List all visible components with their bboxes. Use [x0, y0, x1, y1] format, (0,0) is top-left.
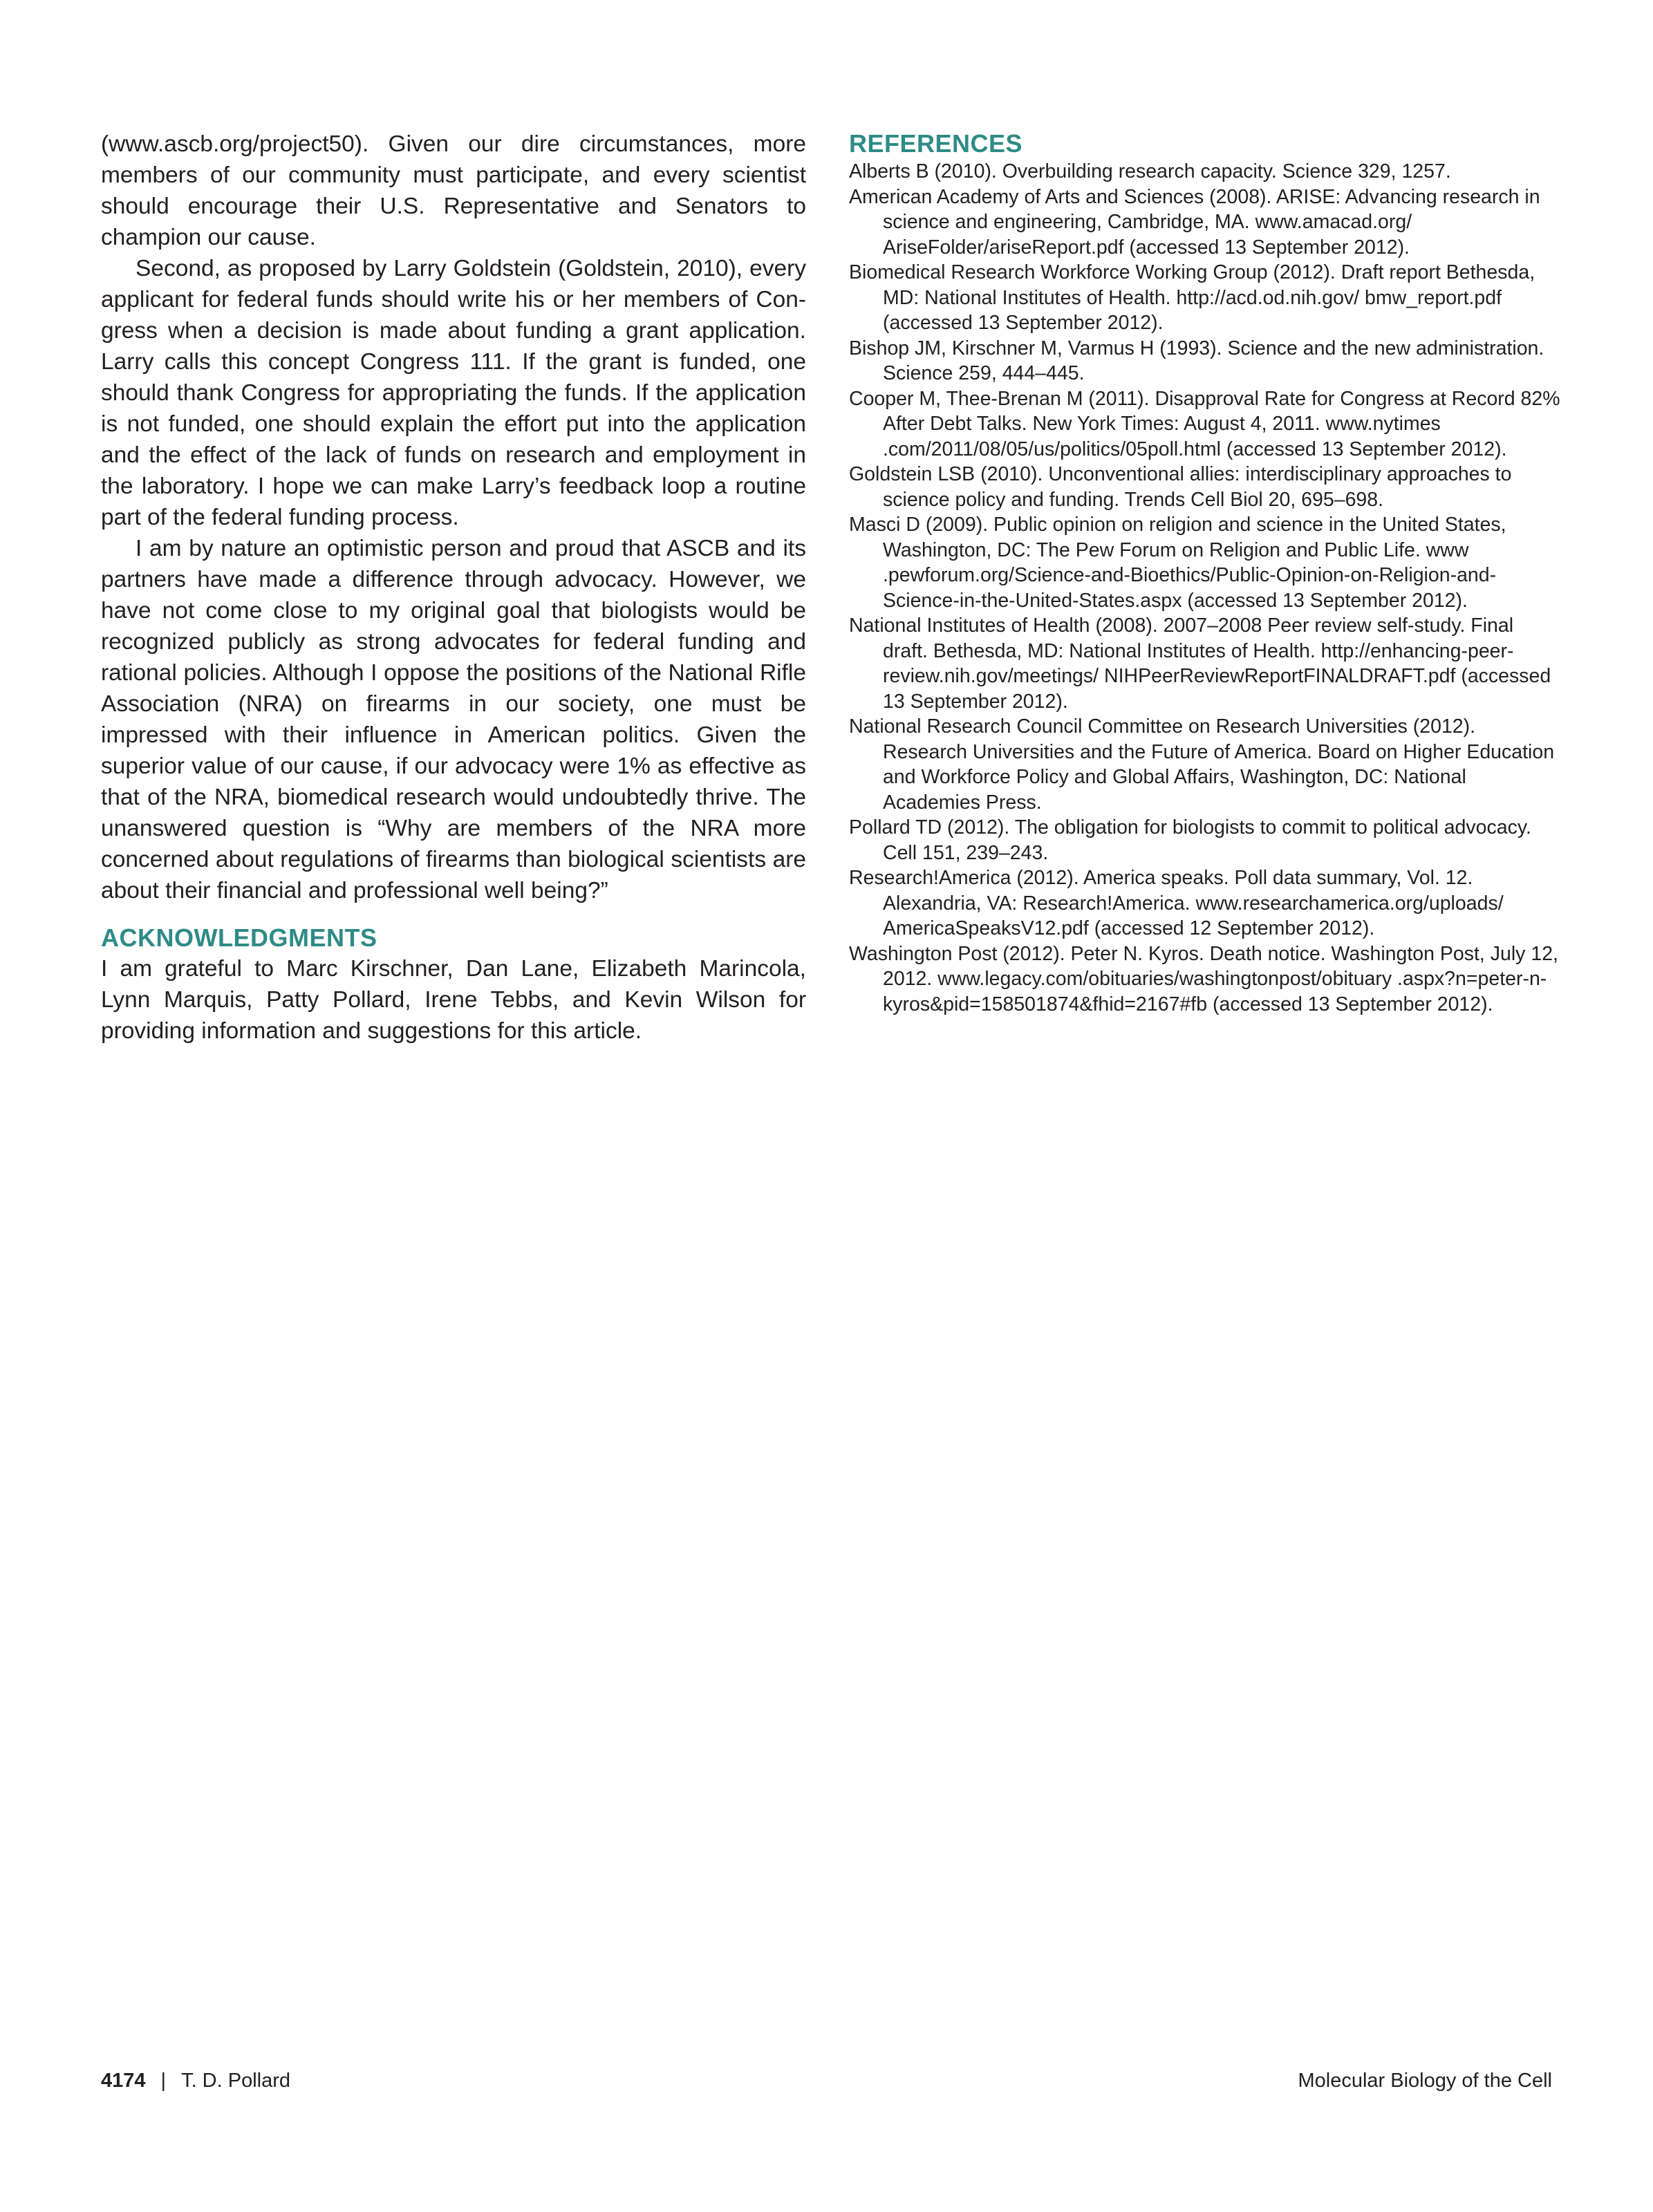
body-paragraph: I am by nature an optimistic person and proud that ASCB and its partners have made a difference through advocacy. However, we have not come close to my original goal that biologists would be recognized publicly as strong advocates for federal funding and rational policies. Although I oppose the positions of the National Rifle Association (NRA) on firearms in our society, one must be impressed with their influence in American politics. Given the superior value of our cause, if our advocacy were 1% as effective as that of the NRA, biomedical research would undoubtedly thrive. The unanswered question is “Why are members of the NRA more concerned about regulations of firearms than biological scientists are about their financial and professional well being?” — [101, 536, 806, 903]
reference-item: Pollard TD (2012). The obligation for biologists to commit to political advocacy. Cell 151, 239–243. — [849, 816, 1531, 864]
reference-item: Bishop JM, Kirschner M, Varmus H (1993). Science and the new administration. Science 259, 444–445. — [849, 337, 1544, 384]
references-list — [849, 159, 1561, 1017]
reference-item: Cooper M, Thee-Brenan M (2011). Disapproval Rate for Congress at Record 82% After Debt Talks. New York Times: August 4, 2011. www.nytimes .com/2011/08/05/us/politics/05poll.html (accessed 13 September 2012). — [849, 387, 1560, 460]
page-number: 4174 — [101, 2070, 146, 2092]
footer-separator: | — [160, 2070, 167, 2092]
reference-item: Biomedical Research Workforce Working Group (2012). Draft report Bethesda, MD: National Institutes of Health. http://acd.od.nih.gov/ bmw_report.pdf (accessed 13 September 2012). — [849, 261, 1535, 334]
right-column — [849, 129, 1561, 1017]
reference-item: Research!America (2012). America speaks. Poll data summary, Vol. 12. Alexandria, VA: Research!America. www.researchamerica.org/uploads/ AmericaSpeaksV12.pdf (accessed 12 September 2012). — [849, 867, 1504, 939]
page-footer-left — [101, 2068, 290, 2093]
reference-item: Alberts B (2010). Overbuilding research capacity. Science 329, 1257. — [849, 160, 1451, 182]
acknowledgments-heading: ACKNOWLEDGMENTS — [101, 924, 377, 952]
reference-item: Goldstein LSB (2010). Unconventional allies: interdisciplinary approaches to science policy and funding. Trends Cell Biol 20, 695–698. — [849, 463, 1512, 511]
reference-item: National Research Council Committee on Research Universities (2012). Research Universities and the Future of America. Board on Higher Education and Workforce Policy and Global Affairs, Washington, DC: National Academies Press. — [849, 715, 1555, 814]
references-heading: REFERENCES — [849, 129, 1023, 158]
reference-item: National Institutes of Health (2008). 2007–2008 Peer review self-study. Final draft. Bethesda, MD: National Institutes of Health. http://enhancing-peer-review.nih.gov/meetings/ NIHPeerReviewReportFINALDRAFT.pdf (accessed 13 September 2012). — [849, 615, 1551, 713]
body-paragraph: (www.ascb.org/project50). Given our dire circumstances, more members of our community must participate, and every scientist should encourage their U.S. Representative and Senators to champion our cause. — [101, 131, 806, 250]
footer-author: T. D. Pollard — [181, 2070, 291, 2092]
body-paragraph: Second, as proposed by Larry Goldstein (Goldstein, 2010), every applicant for federal funds should write his or her members of Congress when a decision is made about funding a grant application. Larry calls this concept Congress 111. If the grant is funded, one should thank Congress for appropriating the funds. If the application is not funded, one should explain the effort put into the application and the effect of the lack of funds on research and employment in the laboratory. I hope we can make Larry’s feedback loop a routine part of the federal funding process. — [101, 256, 806, 530]
reference-item: Masci D (2009). Public opinion on religion and science in the United States, Washington, DC: The Pew Forum on Religion and Public Life. www .pewforum.org/Science-and-Bioethics/Public-Opinion-on-Religion-and-Science-in-the-United-States.aspx (accessed 13 September 2012). — [849, 514, 1506, 612]
footer-journal-name: Molecular Biology of the Cell — [1298, 2070, 1552, 2092]
acknowledgments-text: I am grateful to Marc Kirschner, Dan Lane, Elizabeth Marincola, Lynn Marquis, Patty Pollard, Irene Tebbs, and Kevin Wilson for providing information and suggestions for this article. — [101, 956, 806, 1044]
reference-item: American Academy of Arts and Sciences (2008). ARISE: Advancing research in science and engineering, Cambridge, MA. www.amacad.org/ AriseFolder/ariseReport.pdf (accessed 13 September 2012). — [849, 185, 1540, 259]
left-column — [101, 129, 806, 1047]
reference-item: Washington Post (2012). Peter N. Kyros. Death notice. Washington Post, July 12, 2012. www.legacy.com/obituaries/washingtonpost/obituary .aspx?n=peter-n-kyros&pid=158501874&fhid=2167#fb (accessed 13 September 2012). — [849, 942, 1558, 1015]
